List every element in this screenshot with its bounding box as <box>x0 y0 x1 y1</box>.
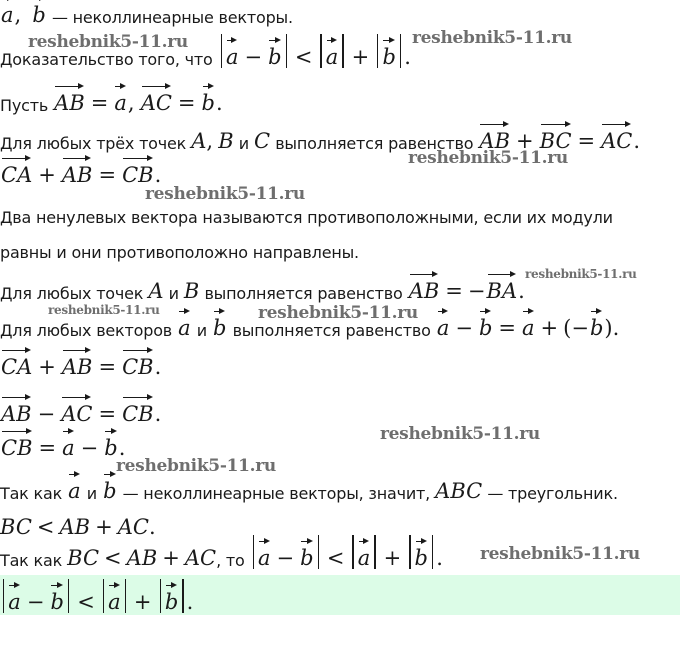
watermark: reshebnik5-11.ru <box>145 184 305 204</box>
line-conclusion: a − b < a + b . <box>0 579 193 613</box>
watermark: reshebnik5-11.ru <box>116 456 276 476</box>
line-triangle-inequality: BC < AB + AC . <box>0 515 156 539</box>
line-ab-minus-ac: AB − AC = CB . <box>0 391 161 425</box>
vector-a: a <box>1 0 14 26</box>
vector-b: b <box>32 0 45 26</box>
line-ca-ab-2: CA + AB = CB . <box>0 344 161 378</box>
watermark: reshebnik5-11.ru <box>525 267 637 281</box>
line-triangle-exists: Так как a и b — неколлинеарные векторы, значит, ABC — треугольник. <box>0 468 618 502</box>
line-given: a , b — неколлинеарные векторы. <box>0 0 293 26</box>
line-opposite-def-1: Два ненулевых вектора называются противоположными, если их модули <box>0 208 613 227</box>
watermark: reshebnik5-11.ru <box>412 28 572 48</box>
line-vector-difference: Для любых векторов a и b выполняется равенство a − b = a + (− b ) . <box>0 305 619 339</box>
line-triangle-rule: Для любых трёх точек A , B и C выполняется равенство AB + BC = AC . <box>0 118 640 152</box>
watermark: reshebnik5-11.ru <box>480 544 640 564</box>
line-ab-neg-ba: Для любых точек A и B выполняется равенство AB = − BA . <box>0 268 525 302</box>
watermark: reshebnik5-11.ru <box>48 303 160 317</box>
line-since-then: Так как BC < AB + AC , то a − b < a + b . <box>0 535 443 569</box>
watermark: reshebnik5-11.ru <box>28 32 188 52</box>
line-ca-ab: CA + AB = CB . <box>0 152 161 186</box>
line-let: Пусть AB = a , AC = b . <box>0 80 223 114</box>
watermark: reshebnik5-11.ru <box>258 303 418 323</box>
line-proof-statement: Доказательство того, что a − b < a + b . <box>0 34 411 68</box>
line-cb-a-minus-b: CB = a − b . <box>0 425 125 459</box>
line-opposite-def-2: равны и они противоположно направлены. <box>0 243 359 262</box>
watermark: reshebnik5-11.ru <box>408 148 568 168</box>
watermark: reshebnik5-11.ru <box>380 424 540 444</box>
